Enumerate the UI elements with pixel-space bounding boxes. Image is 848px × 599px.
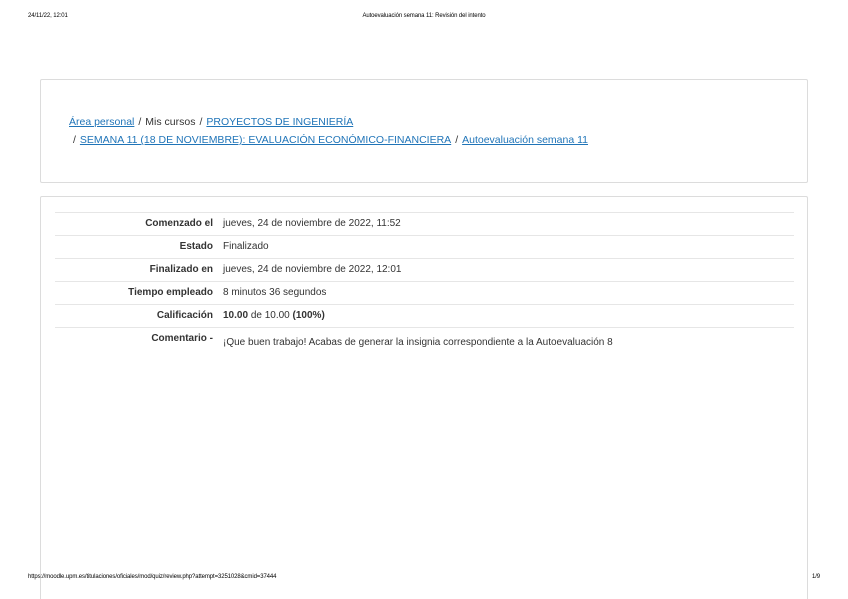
breadcrumb-item-quiz[interactable]: Autoevaluación semana 11 — [462, 134, 589, 146]
print-page-number: 1/9 — [811, 574, 820, 580]
time-value: 8 minutos 36 segundos — [219, 282, 794, 305]
breadcrumb-card — [40, 79, 808, 183]
grade-value — [219, 305, 794, 328]
comment-value: ¡Que buen trabajo! Acabas de generar la insignia correspondiente a la Autoevaluación 8 — [223, 337, 613, 348]
print-url: https://moodle.upm.es/titulaciones/oficiales/mod/quiz/review.php?attempt=3251028&cmid=37444 — [28, 574, 277, 580]
finished-value: jueves, 24 de noviembre de 2022, 12:01 — [219, 259, 794, 282]
table-row — [55, 305, 794, 328]
print-date: 24/11/22, 12:01 — [28, 13, 68, 19]
grade-percent: (100%) — [292, 310, 325, 321]
finished-label: Finalizado en — [55, 259, 219, 282]
grade-of: de 10.00 — [250, 310, 290, 321]
started-label: Comenzado el — [55, 213, 219, 236]
time-label: Tiempo empleado — [55, 282, 219, 305]
table-row — [55, 282, 794, 305]
breadcrumb-item-mis-cursos: Mis cursos — [145, 116, 196, 128]
grade-score: 10.00 — [223, 310, 249, 321]
table-row — [55, 328, 794, 355]
breadcrumb-separator: / — [455, 134, 459, 146]
breadcrumb — [69, 113, 789, 149]
breadcrumb-separator: / — [199, 116, 203, 128]
breadcrumb-item-course[interactable]: PROYECTOS DE INGENIERÍA — [206, 116, 354, 128]
grade-label: Calificación — [55, 305, 219, 328]
breadcrumb-item-section[interactable]: SEMANA 11 (18 DE NOVIEMBRE): EVALUACIÓN ECONÓMICO-FINANCIERA — [79, 134, 452, 146]
print-title: Autoevaluación semana 11: Revisión del intento — [362, 13, 486, 19]
attempt-summary-table — [55, 212, 794, 354]
started-value: jueves, 24 de noviembre de 2022, 11:52 — [219, 213, 794, 236]
attempt-summary-card — [40, 196, 808, 599]
breadcrumb-item-area-personal[interactable]: Área personal — [69, 116, 135, 128]
comment-label: Comentario - — [55, 328, 219, 355]
print-header — [28, 13, 820, 22]
state-label: Estado — [55, 236, 219, 259]
table-row — [55, 213, 794, 236]
table-row — [55, 259, 794, 282]
state-value: Finalizado — [219, 236, 794, 259]
table-row — [55, 236, 794, 259]
breadcrumb-separator: / — [73, 134, 76, 146]
print-footer — [28, 574, 820, 583]
breadcrumb-separator: / — [138, 116, 142, 128]
comment-cell — [219, 328, 794, 355]
